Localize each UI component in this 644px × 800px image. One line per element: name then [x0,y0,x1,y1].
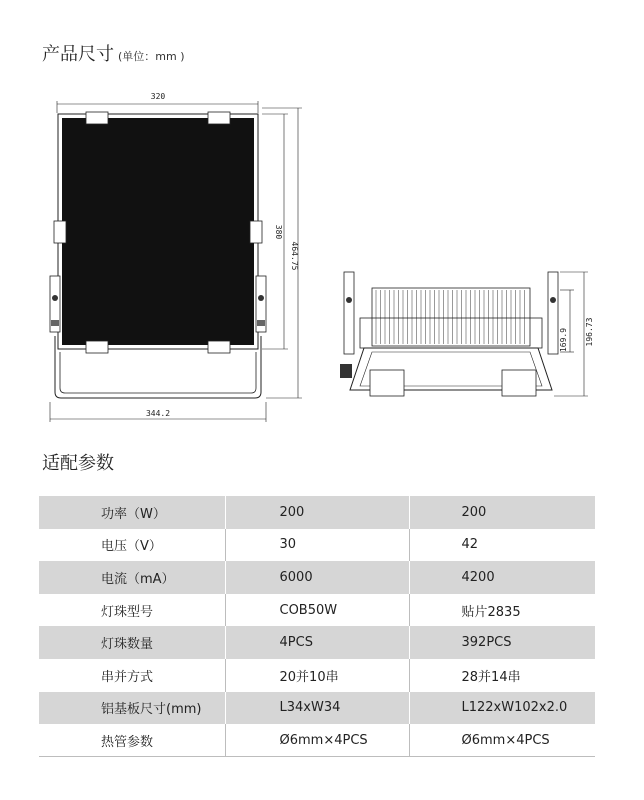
row-value: 4200 [409,561,595,594]
params-title: 适配参数 [42,453,114,474]
dim-side-depth: 169.9 [559,327,568,353]
table-row [39,626,595,659]
table-row [39,594,595,627]
dimensions-title-text: 产品尺寸 [42,44,114,65]
row-value: 30 [225,529,409,562]
row-value: 28并14串 [461,669,521,685]
row-value: 6000 [225,561,409,594]
row-value: L34xW34 [225,692,409,725]
row-label: 灯珠数量 [39,626,225,659]
row-label: 铝基板尺寸(mm) [39,692,225,725]
spec-table [39,496,595,757]
row-value: 20并10串 [225,659,409,692]
table-row [39,529,595,562]
row-value: Ø6mm×4PCS [225,724,409,757]
row-value: 贴片2835 [461,604,521,620]
dim-height-panel: 380 [274,224,283,240]
row-value: COB50W [225,594,409,627]
table-row [39,496,595,529]
front-panel [62,118,254,345]
row-value: 42 [461,537,479,553]
dim-width-bottom: 344.2 [145,409,171,418]
side-view [340,272,588,396]
row-label: 串并方式 [101,669,154,685]
row-label: 电流（mA） [39,561,225,594]
row-label: 灯珠型号 [101,604,154,620]
row-label: 功率（W） [39,496,225,529]
dim-width-top: 320 [150,92,166,101]
clip [86,112,108,124]
table-row [39,561,595,594]
row-value: 392PCS [409,626,595,659]
dim-side-total: 196.73 [585,317,594,347]
row-value: Ø6mm×4PCS [409,724,595,757]
table-row [39,692,595,725]
row-label: 电压（V） [101,539,162,555]
row-label: 热管参数 [39,724,225,757]
dim-height-total: 464.75 [290,241,299,271]
table-row [39,659,595,692]
row-value: 200 [225,496,409,529]
dimensions-unit: (单位：mm ) [118,50,185,63]
row-value: L122xW102x2.0 [409,692,595,725]
row-value: 200 [409,496,595,529]
front-view [50,101,302,422]
table-row [39,724,595,757]
row-value: 4PCS [225,626,409,659]
